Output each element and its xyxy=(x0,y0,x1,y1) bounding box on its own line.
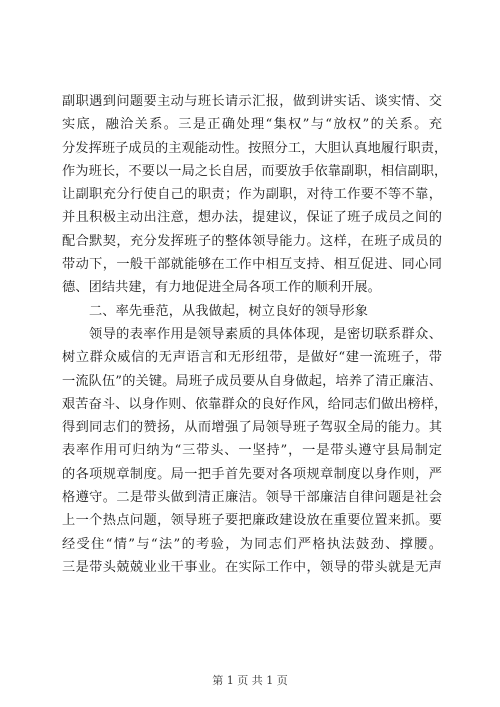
text-line: 并且积极主动出注意，想办法，提建议，保证了班子成员之间的 xyxy=(62,210,442,226)
text-line: 副职遇到问题要主动与班长请示汇报，做到讲实话、谈实情、交 xyxy=(62,94,442,109)
text-line: 上一个热点问题，领导班子要把廉政建设放在重要位置来抓。要 xyxy=(62,513,442,529)
text-line: 一流队伍”的关键。局班子成员要从自身做起，培养了清正廉洁、 xyxy=(62,373,442,389)
page-footer xyxy=(0,672,500,688)
text-line: 格遵守。二是带头做到清正廉洁。领导干部廉洁自律问题是社会 xyxy=(62,490,442,506)
text-line: 的各项规章制度。局一把手首先要对各项规章制度以身作则，严 xyxy=(62,466,442,482)
text-line: 领导的表率作用是领导素质的具体体现，是密切联系群众、 xyxy=(89,326,442,342)
paragraph-body xyxy=(62,323,448,579)
text-line: 作为班长，不要以一局之长自居，而要放手依靠副职，相信副职， xyxy=(62,163,448,179)
text-line: 表率作用可归纳为“三带头、一坚持”，一是带头遵守县局制定 xyxy=(62,443,442,459)
page-number-label: 第 1 页 共 1 页 xyxy=(212,674,288,687)
text-line: 实底，融洽关系。三是正确处理“集权”与“放权”的关系。充 xyxy=(62,117,442,133)
text-line: 分发挥班子成员的主观能动性。按照分工，大胆认真地履行职责， xyxy=(62,140,448,156)
text-line: 配合默契，充分发挥班子的整体领导能力。这样，在班子成员的 xyxy=(62,233,442,249)
section-heading xyxy=(62,300,442,323)
paragraph-continuation xyxy=(62,90,448,300)
document-body xyxy=(62,90,448,579)
text-line: 让副职充分行使自己的职责；作为副职，对待工作要不等不靠， xyxy=(62,187,442,203)
text-line: 得到同志们的赞扬，从而增强了局领导班子驾驭全局的能力。其 xyxy=(62,420,442,436)
text-line: 艰苦奋斗、以身作则、依靠群众的良好作风，给同志们做出榜样， xyxy=(62,396,448,412)
text-line: 三是带头兢兢业业干事业。在实际工作中，领导的带头就是无声 xyxy=(62,559,442,575)
heading-line: 二、率先垂范，从我做起，树立良好的领导形象 xyxy=(89,303,369,319)
text-line: 经受住“情”与“法”的考验，为同志们严格执法鼓劲、撑腰。 xyxy=(62,536,442,552)
text-line: 树立群众威信的无声语言和无形纽带，是做好“建一流班子，带 xyxy=(62,350,442,366)
text-line: 带动下，一般干部就能够在工作中相互支持、相互促进、同心同 xyxy=(62,257,442,273)
text-line: 德、团结共建，有力地促进全局各项工作的顺利开展。 xyxy=(62,280,381,296)
